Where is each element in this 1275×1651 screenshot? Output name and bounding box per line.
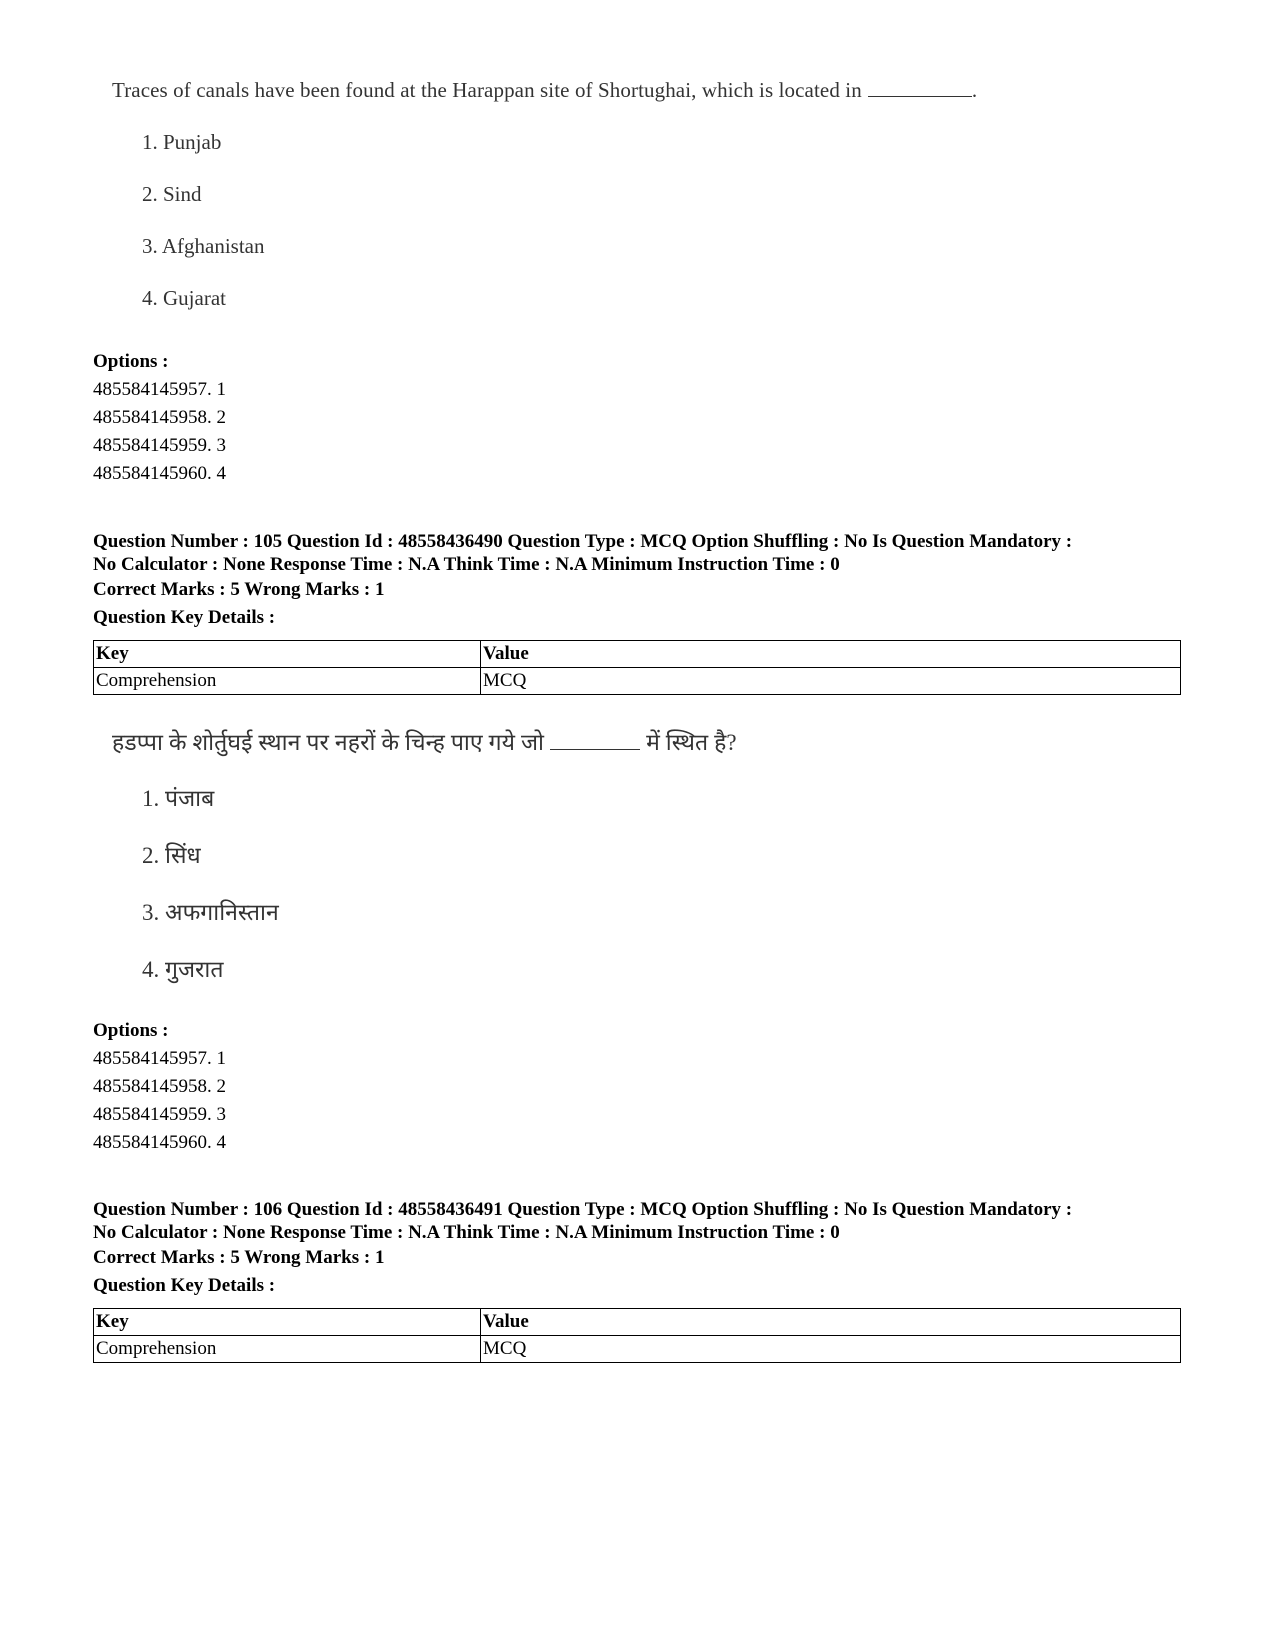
question-prompt-end: में स्थित है? — [646, 730, 737, 755]
question-prompt — [112, 78, 977, 103]
option-id-line: 485584145959. 3 — [93, 1104, 226, 1125]
option-id-line: 485584145958. 2 — [93, 1076, 226, 1097]
option-id-line: 485584145960. 4 — [93, 463, 226, 484]
table-header-row — [94, 1309, 1181, 1336]
table-header-value: Value — [481, 1309, 1181, 1336]
option-id-line: 485584145960. 4 — [93, 1132, 226, 1153]
table-header-row — [94, 641, 1181, 668]
table-row — [94, 1336, 1181, 1363]
table-header-value: Value — [481, 641, 1181, 668]
marks-line: Correct Marks : 5 Wrong Marks : 1 — [93, 579, 385, 600]
answer-choice-4: 4. गुजरात — [142, 957, 224, 982]
question-105-key-details-table — [93, 640, 1181, 695]
question-meta-line-1: Question Number : 105 Question Id : 48558436490 Question Type : MCQ Option Shuffling : No Is Question Mandatory : — [93, 531, 1073, 552]
question-meta-line-2: No Calculator : None Response Time : N.A Think Time : N.A Minimum Instruction Time : 0 — [93, 1222, 840, 1243]
answer-choice-4: 4. Gujarat — [142, 286, 226, 310]
question-106-header — [93, 1198, 1072, 1300]
options-label: Options : — [93, 1020, 169, 1041]
answer-blank — [550, 749, 640, 750]
question-106-key-details-table — [93, 1308, 1181, 1363]
option-id-line: 485584145958. 2 — [93, 407, 226, 428]
answer-choice-3: 3. Afghanistan — [142, 234, 265, 258]
key-details-label: Question Key Details : — [93, 607, 276, 628]
option-id-line: 485584145959. 3 — [93, 435, 226, 456]
option-id-line: 485584145957. 1 — [93, 379, 226, 400]
options-label: Options : — [93, 351, 169, 372]
question-104-options — [93, 348, 226, 488]
question-meta-line-2: No Calculator : None Response Time : N.A Think Time : N.A Minimum Instruction Time : 0 — [93, 554, 840, 575]
question-105-header — [93, 530, 1072, 632]
table-cell-key: Comprehension — [94, 1336, 481, 1363]
question-prompt — [112, 725, 737, 757]
answer-blank — [868, 96, 972, 97]
table-cell-value: MCQ — [481, 668, 1181, 695]
marks-line: Correct Marks : 5 Wrong Marks : 1 — [93, 1247, 385, 1268]
question-105-options — [93, 1017, 226, 1157]
question-prompt-text: Traces of canals have been found at the Harappan site of Shortughai, which is located in — [112, 78, 862, 102]
question-104-english-image — [112, 78, 978, 310]
option-id-line: 485584145957. 1 — [93, 1048, 226, 1069]
answer-choice-3: 3. अफगानिस्तान — [142, 900, 279, 925]
answer-choice-2: 2. Sind — [142, 182, 202, 206]
answer-choice-2: 2. सिंध — [142, 843, 201, 868]
answer-choice-1: 1. Punjab — [142, 130, 222, 154]
table-header-key: Key — [94, 641, 481, 668]
table-cell-key: Comprehension — [94, 668, 481, 695]
question-meta-line-1: Question Number : 106 Question Id : 48558436491 Question Type : MCQ Option Shuffling : No Is Question Mandatory : — [93, 1199, 1073, 1220]
table-header-key: Key — [94, 1309, 481, 1336]
answer-choice-1: 1. पंजाब — [142, 786, 215, 811]
table-row — [94, 668, 1181, 695]
key-details-label: Question Key Details : — [93, 1275, 276, 1296]
question-prompt-text: हडप्पा के शोर्तुघई स्थान पर नहरों के चिन्ह पाए गये जो — [112, 730, 545, 755]
question-prompt-end: . — [971, 78, 978, 102]
table-cell-value: MCQ — [481, 1336, 1181, 1363]
question-105-hindi-image — [112, 725, 737, 982]
